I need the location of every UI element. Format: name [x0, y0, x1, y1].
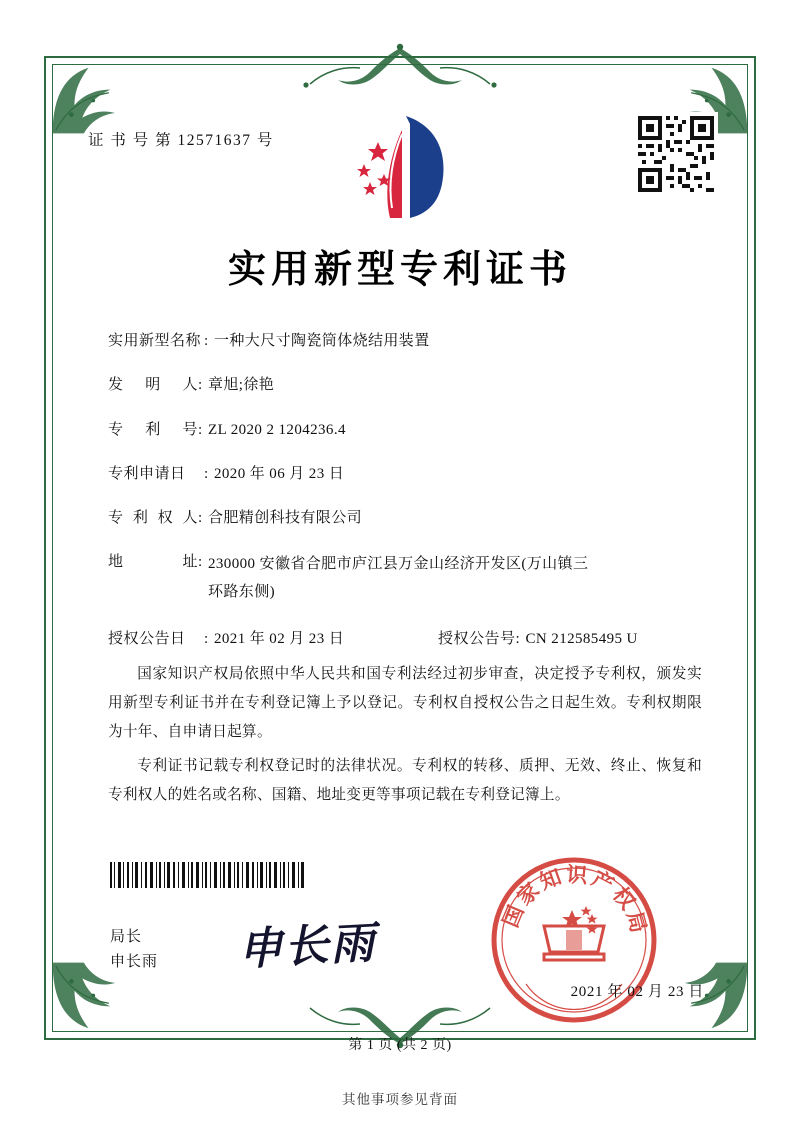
- field-label: 专 利 权 人: [108, 510, 198, 526]
- address-line-2: 环路东侧): [208, 584, 275, 600]
- legal-text: [108, 660, 702, 814]
- field-value: 2020 年 06 月 23 日: [214, 465, 345, 482]
- field-colon: :: [198, 377, 203, 394]
- cnipa-logo-icon: [344, 112, 464, 224]
- qr-code-icon: [634, 112, 718, 196]
- legal-paragraph-1: 国家知识产权局依照中华人民共和国专利法经过初步审查，决定授予专利权，颁发实用新型专利证书并在专利登记簿上予以登记。专利权自授权公告之日起生效。专利权期限为十年、自申请日起算。: [108, 666, 702, 741]
- field-value: [208, 551, 700, 607]
- field-application-date: [108, 463, 700, 486]
- field-list: [108, 330, 700, 672]
- field-label: 授权公告日: [108, 630, 186, 647]
- address-line-1: 230000 安徽省合肥市庐江县万金山经济开发区(万山镇三: [208, 556, 589, 573]
- corner-ornament-top-left: [48, 60, 126, 138]
- legal-paragraph-2: 专利证书记载专利权登记时的法律状况。专利权的转移、质押、无效、终止、恢复和专利权人的姓名或名称、国籍、地址变更等事项记载在专利登记簿上。: [108, 757, 702, 803]
- field-label: 专 利 号: [108, 421, 198, 438]
- field-address: [108, 551, 700, 607]
- field-value: CN 212585495 U: [525, 630, 638, 647]
- director-name: 申长雨: [110, 953, 159, 970]
- barcode: [110, 862, 306, 888]
- field-value: ZL 2020 2 1204236.4: [208, 421, 346, 438]
- field-utility-model-name: [108, 330, 700, 353]
- back-side-note: 其他事项参见背面: [342, 1092, 458, 1107]
- field-patentee: [108, 507, 700, 530]
- field-value: 合肥精创科技有限公司: [208, 510, 363, 526]
- field-grant-number: [438, 628, 700, 651]
- field-grant-row: [108, 628, 700, 651]
- director-signature-label: [110, 925, 158, 975]
- field-value: 2021 年 02 月 23 日: [214, 630, 345, 647]
- field-value: 章旭;徐艳: [208, 377, 275, 394]
- field-colon: :: [204, 333, 209, 349]
- field-label: 授权公告号: [438, 630, 516, 647]
- field-colon: :: [198, 421, 203, 438]
- field-grant-date: [108, 628, 438, 651]
- field-colon: :: [198, 554, 203, 571]
- field-colon: :: [204, 630, 209, 647]
- official-seal: [486, 852, 662, 1028]
- field-label: 发 明 人: [108, 377, 198, 394]
- field-patent-number: [108, 419, 700, 442]
- field-label: 地 址: [108, 554, 198, 571]
- field-value: 一种大尺寸陶瓷筒体烧结用装置: [214, 333, 430, 349]
- page-indicator: 第 1 页 (共 2 页): [348, 1038, 452, 1053]
- field-colon: :: [198, 510, 203, 526]
- field-label: 实用新型名称: [108, 333, 202, 349]
- svg-text:国家知识产权局: 国家知识产权局: [497, 861, 653, 939]
- certificate-number: 证 书 号 第 12571637 号: [88, 132, 274, 149]
- field-colon: :: [204, 465, 209, 482]
- top-center-ornament: [250, 42, 550, 90]
- field-inventor: [108, 374, 700, 397]
- director-title: 局长: [110, 929, 143, 945]
- director-handwritten-signature: 申长雨: [236, 917, 378, 976]
- page-title: 实用新型专利证书: [227, 246, 572, 291]
- field-colon: :: [515, 630, 520, 647]
- seal-date: 2021 年 02 月 23 日: [570, 984, 704, 1000]
- field-label: 专利申请日: [108, 465, 186, 482]
